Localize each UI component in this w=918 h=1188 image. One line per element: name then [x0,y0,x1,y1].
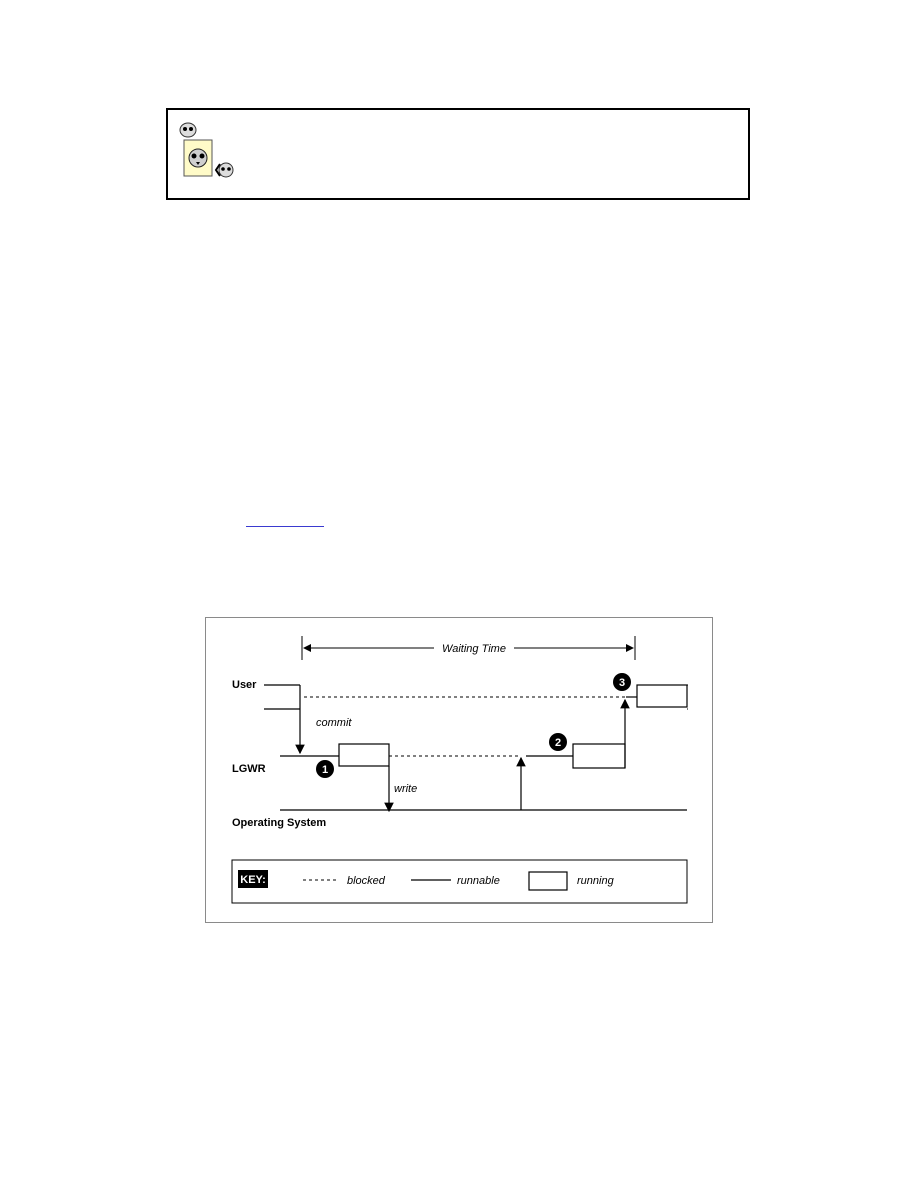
marker-1-label: 1 [321,764,329,776]
lgwr-running-box-1 [339,744,389,766]
lane-label-os: Operating System [232,817,327,829]
figure-xref-link[interactable] [246,510,324,527]
key-runnable-label: runnable [457,875,500,887]
lgwr-running-box-2 [573,744,625,768]
waiting-time-label: Waiting Time [442,643,506,655]
write-label: write [394,783,418,795]
commit-label: commit [316,717,352,729]
note-box [166,108,750,200]
marker-2 [549,733,567,751]
owl-tip-icon [176,118,236,184]
marker-3-label: 3 [618,677,626,689]
key-blocked-label: blocked [347,875,385,887]
marker-1 [316,760,334,778]
key-running-sample [529,872,567,890]
key-title: KEY: [240,874,266,886]
lane-label-user: User [232,679,257,691]
lane-label-lgwr: LGWR [232,763,266,775]
key-running-label: running [577,875,614,887]
timeline-figure [205,617,713,923]
marker-2-label: 2 [554,737,562,749]
marker-3 [613,673,631,691]
user-running-box [637,685,687,707]
